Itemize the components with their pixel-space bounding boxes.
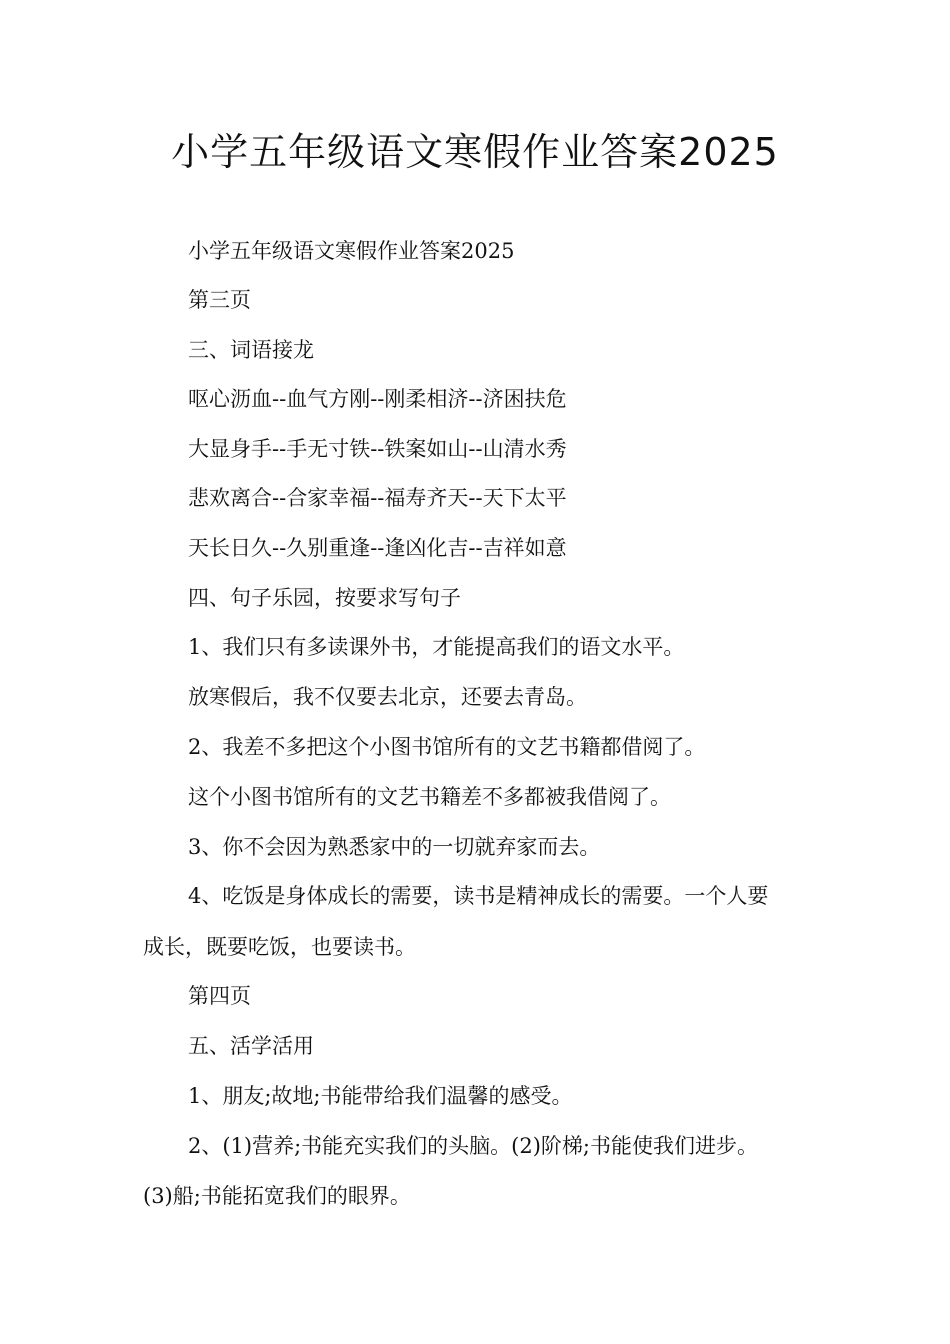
section-heading-page-4: 第四页 (188, 984, 251, 1008)
document-title: 小学五年级语文寒假作业答案2025 (171, 130, 779, 174)
answer-line-continued: (3)船;书能拓宽我们的眼界。 (143, 1184, 411, 1208)
answer-line: 2、(1)营养;书能充实我们的头脑。(2)阶梯;书能使我们进步。 (188, 1134, 759, 1158)
answer-line: 1、朋友;故地;书能带给我们温馨的感受。 (188, 1084, 573, 1108)
answer-line: 4、吃饭是身体成长的需要，读书是精神成长的需要。一个人要 (188, 884, 769, 908)
answer-line: 3、你不会因为熟悉家中的一切就弃家而去。 (188, 835, 601, 859)
idiom-chain-line: 大显身手--手无寸铁--铁案如山--山清水秀 (188, 437, 567, 461)
question-heading-3: 三、词语接龙 (188, 338, 314, 362)
section-heading-page-3: 第三页 (188, 288, 251, 312)
question-heading-4: 四、句子乐园，按要求写句子 (188, 586, 461, 610)
answer-line: 放寒假后，我不仅要去北京，还要去青岛。 (188, 685, 587, 709)
answer-line-continued: 成长，既要吃饭，也要读书。 (143, 935, 416, 959)
idiom-chain-line: 呕心沥血--血气方刚--刚柔相济--济困扶危 (188, 387, 567, 411)
idiom-chain-line: 天长日久--久别重逢--逢凶化吉--吉祥如意 (188, 536, 567, 560)
answer-line: 这个小图书馆所有的文艺书籍差不多都被我借阅了。 (188, 785, 671, 809)
paragraph-subtitle: 小学五年级语文寒假作业答案2025 (188, 239, 515, 263)
answer-line: 1、我们只有多读课外书，才能提高我们的语文水平。 (188, 635, 685, 659)
idiom-chain-line: 悲欢离合--合家幸福--福寿齐天--天下太平 (188, 486, 567, 510)
answer-line: 2、我差不多把这个小图书馆所有的文艺书籍都借阅了。 (188, 735, 706, 759)
question-heading-5: 五、活学活用 (188, 1034, 314, 1058)
